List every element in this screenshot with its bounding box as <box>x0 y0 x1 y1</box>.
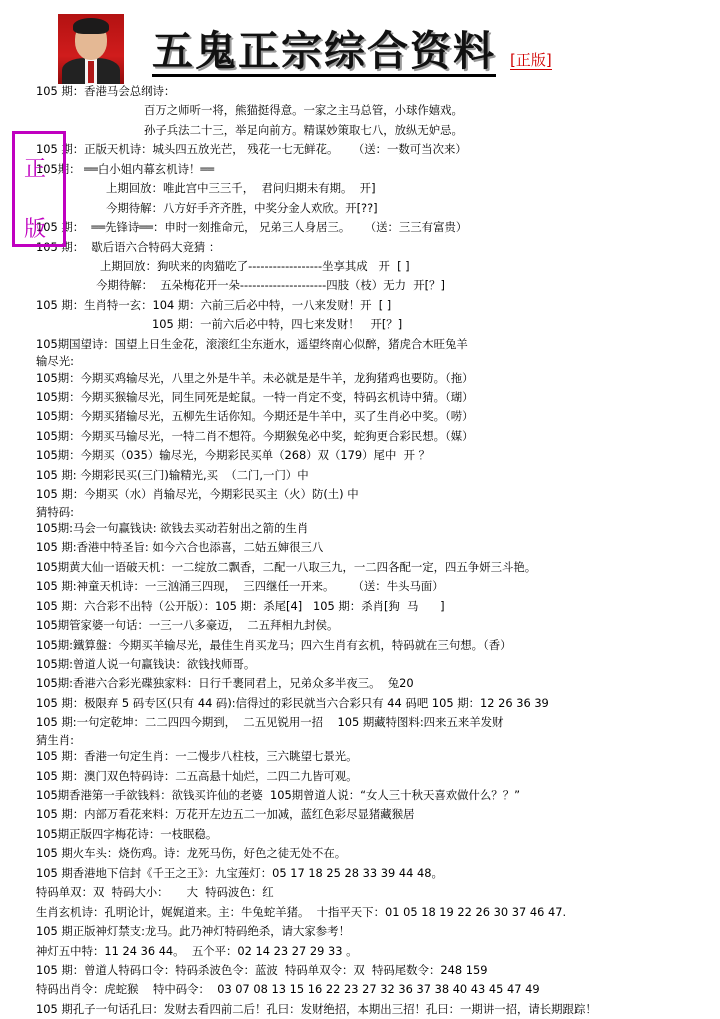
text-line: 生肖玄机诗：孔明论计，娓娓道来。主：牛兔蛇羊猪。 十指平天下：01 05 18 19 22 26 30 37 46 47. <box>36 904 567 919</box>
text-line: 特码单双：双 特码大小： 大 特码波色：红 <box>36 885 274 900</box>
text-line: 105 期：澳门双色特码诗：二五高悬十灿烂，二四二九皆可观。 <box>36 768 358 783</box>
text-line: 105 期:一句定乾坤：二二四四今期到， 二五见锐用一招 105 期藏特图料:四来五来羊发财 <box>36 715 504 730</box>
text-line: 上期回放：唯此宫中三三千， 君问归期未有期。 开] <box>106 181 376 196</box>
stamp-char-1: 正 <box>24 157 47 182</box>
text-line: 105期香港第一手欲钱料：欲钱买许仙的老婆 105期曾道人说：“女人三十秋天喜欢做什么？？” <box>36 788 520 803</box>
text-line: 105 期：香港一句定生肖：一二慢步八柱枝，三六眺望七景光。 <box>36 749 358 764</box>
text-line: 猜生肖: <box>36 732 75 747</box>
text-line: 105期:鐵算盤：今期买羊输尽光，最佳生肖买龙马；四六生肖有玄机，特码就在三句想。（香） <box>36 637 512 652</box>
text-line: 百万之师听一将，熊猫挺得意。一家之主马总管，小球作嬉戏。 <box>144 103 463 118</box>
text-line: 105期黄大仙一语破天机：一二绽放二飘香，二配一八取三九，一二四各配一定，四五争妍三斗艳。 <box>36 559 537 574</box>
text-line: 孙子兵法二十三，举足向前方。精谋妙策取七八，放纵无妒忌。 <box>144 122 463 137</box>
text-line: 105 期： ══先锋诗══：申时一刻推命元， 兄弟三人身居三。 （送：三三有富贵） <box>36 220 468 235</box>
text-line: 105期：今期买猪输尽光，五柳先生话你知。今期还是牛羊中，买了生肖必中奖。（唠） <box>36 409 474 424</box>
text-line: 105 期:神童天机诗：一三汹涌三四现， 三四继任一开来。 （送：牛头马面） <box>36 579 444 594</box>
page-title: 五鬼正宗综合资料 <box>152 27 496 75</box>
text-line: 105期国望诗：国望上日生金花，滚滚红尘东逝水，遥望终南心似醉，猪虎合木旺兔羊 <box>36 336 468 351</box>
text-line: 105 期:香港中特圣旨: 如今六合也添喜，二姑五婶很三八 <box>36 540 324 555</box>
page-header <box>0 0 720 86</box>
text-line: 猜特码: <box>36 504 75 519</box>
text-line: 105 期：一前六后必中特，四七来发财！ 开[？] <box>152 317 403 332</box>
genuine-edition-stamp <box>12 131 66 247</box>
text-line: 105 期香港地下信封《千王之王》：九宝莲灯：05 17 18 25 28 33 39 44 48。 <box>36 865 443 880</box>
text-line: 105 期: 今期彩民买(三门)输精光,买 （二门,一门）中 <box>36 467 309 482</box>
text-line: 105 期：曾道人特码口令：特码杀波色令：蓝波 特码单双令：双 特码尾数令：248 159 <box>36 962 488 977</box>
text-line: 105期：今期买猴输尽光，同生同死是蛇鼠。一特一肖定不变，特码玄机诗中猜。（瑚） <box>36 389 474 404</box>
text-line: 105期： ══白小姐内幕玄机诗！══ <box>36 161 215 176</box>
author-photo <box>58 14 124 84</box>
text-line: 105 期正版神灯禁支:龙马。此乃神灯特码绝杀，请大家参考！ <box>36 924 350 939</box>
text-line: 105 期：生肖特一玄：104 期：六前三后必中特，一八来发财！开 [ ] <box>36 297 392 312</box>
text-line: 105期:马会一句赢钱诀: 欲钱去买动若射出之箭的生肖 <box>36 520 309 535</box>
text-line: 105 期：正版天机诗：城头四五放光芒， 残花一七无鲜花。 （送：一数可当次来） <box>36 142 467 157</box>
stamp-char-2: 版 <box>24 217 47 242</box>
text-line: 105 期：内部万看花来料：万花开左边五二一加减，蓝红色彩尽显猪藏猴居 <box>36 807 415 822</box>
text-line: 105期:香港六合彩光碟独家料：日行千裹同君上，兄弟众多半夜三。 兔20 <box>36 676 414 691</box>
text-line: 105期：今期买鸡输尽光，八里之外是牛羊。未必就是是牛羊，龙狗猪鸡也要防。（拖） <box>36 370 474 385</box>
text-line: 105 期孔子一句话孔曰：发财去看四前二后！孔曰：发财绝招，本期出三招！孔曰：一期讲一招，请长期跟踪！ <box>36 1001 597 1016</box>
text-line: 105期：今期买（035）输尽光，今期彩民买单（268）双（179）尾中 开 ？ <box>36 448 430 463</box>
text-line: 今期待解： 五朵梅花开一朵---------------------四肢（枝）无力 开[？] <box>96 278 445 293</box>
edition-badge: [正版] <box>510 51 552 69</box>
text-line: 105期管家婆一句话：一三一八多豪迈， 二五拜相九封侯。 <box>36 618 339 633</box>
text-line: 105期正版四字梅花诗：一枝眠稳。 <box>36 826 218 841</box>
text-line: 上期回放：狗吠来的肉猫吃了------------------坐享其成 开 [ ] <box>100 258 410 273</box>
text-line: 105 期：极限弃 5 码专区(只有 44 码):信得过的彩民就当六合彩只有 44 码吧 105 期：12 26 36 39 <box>36 695 549 710</box>
text-line: 今期待解：八方好手齐齐胜，中奖分金人欢欣。开[??] <box>106 200 378 215</box>
text-line: 105 期：六合彩不出特（公开版）：105 期：杀尾[4] 105 期：杀肖[狗 马 ] <box>36 598 445 613</box>
text-line: 神灯五中特：11 24 36 44。 五个平：02 14 23 27 29 33 。 <box>36 943 358 958</box>
text-line: 特码出肖令：虎蛇猴 特中码令： 03 07 08 13 15 16 22 23 27 32 36 37 38 40 43 45 47 49 <box>36 982 540 997</box>
text-line: 105期：今期买马输尽光，一特二肖不想符。今期猴兔必中奖，蛇狗更合彩民想。（媒） <box>36 428 474 443</box>
text-line: 105 期： 歇后语六合特码大竞猜 ： <box>36 239 221 254</box>
text-line: 105 期火车头：烧伤鸡。诗：龙死马伤，好色之徒无处不在。 <box>36 846 347 861</box>
text-line: 105 期：香港马会总纲诗： <box>36 84 176 98</box>
document-body <box>36 82 720 1019</box>
text-line: 105期:曾道人说一句赢钱诀：欲钱找师哥。 <box>36 657 256 672</box>
text-line: 输尽光: <box>36 354 75 369</box>
text-line: 105 期：今期买（水）肖输尽光，今期彩民买主（火）防(土) 中 <box>36 487 359 502</box>
